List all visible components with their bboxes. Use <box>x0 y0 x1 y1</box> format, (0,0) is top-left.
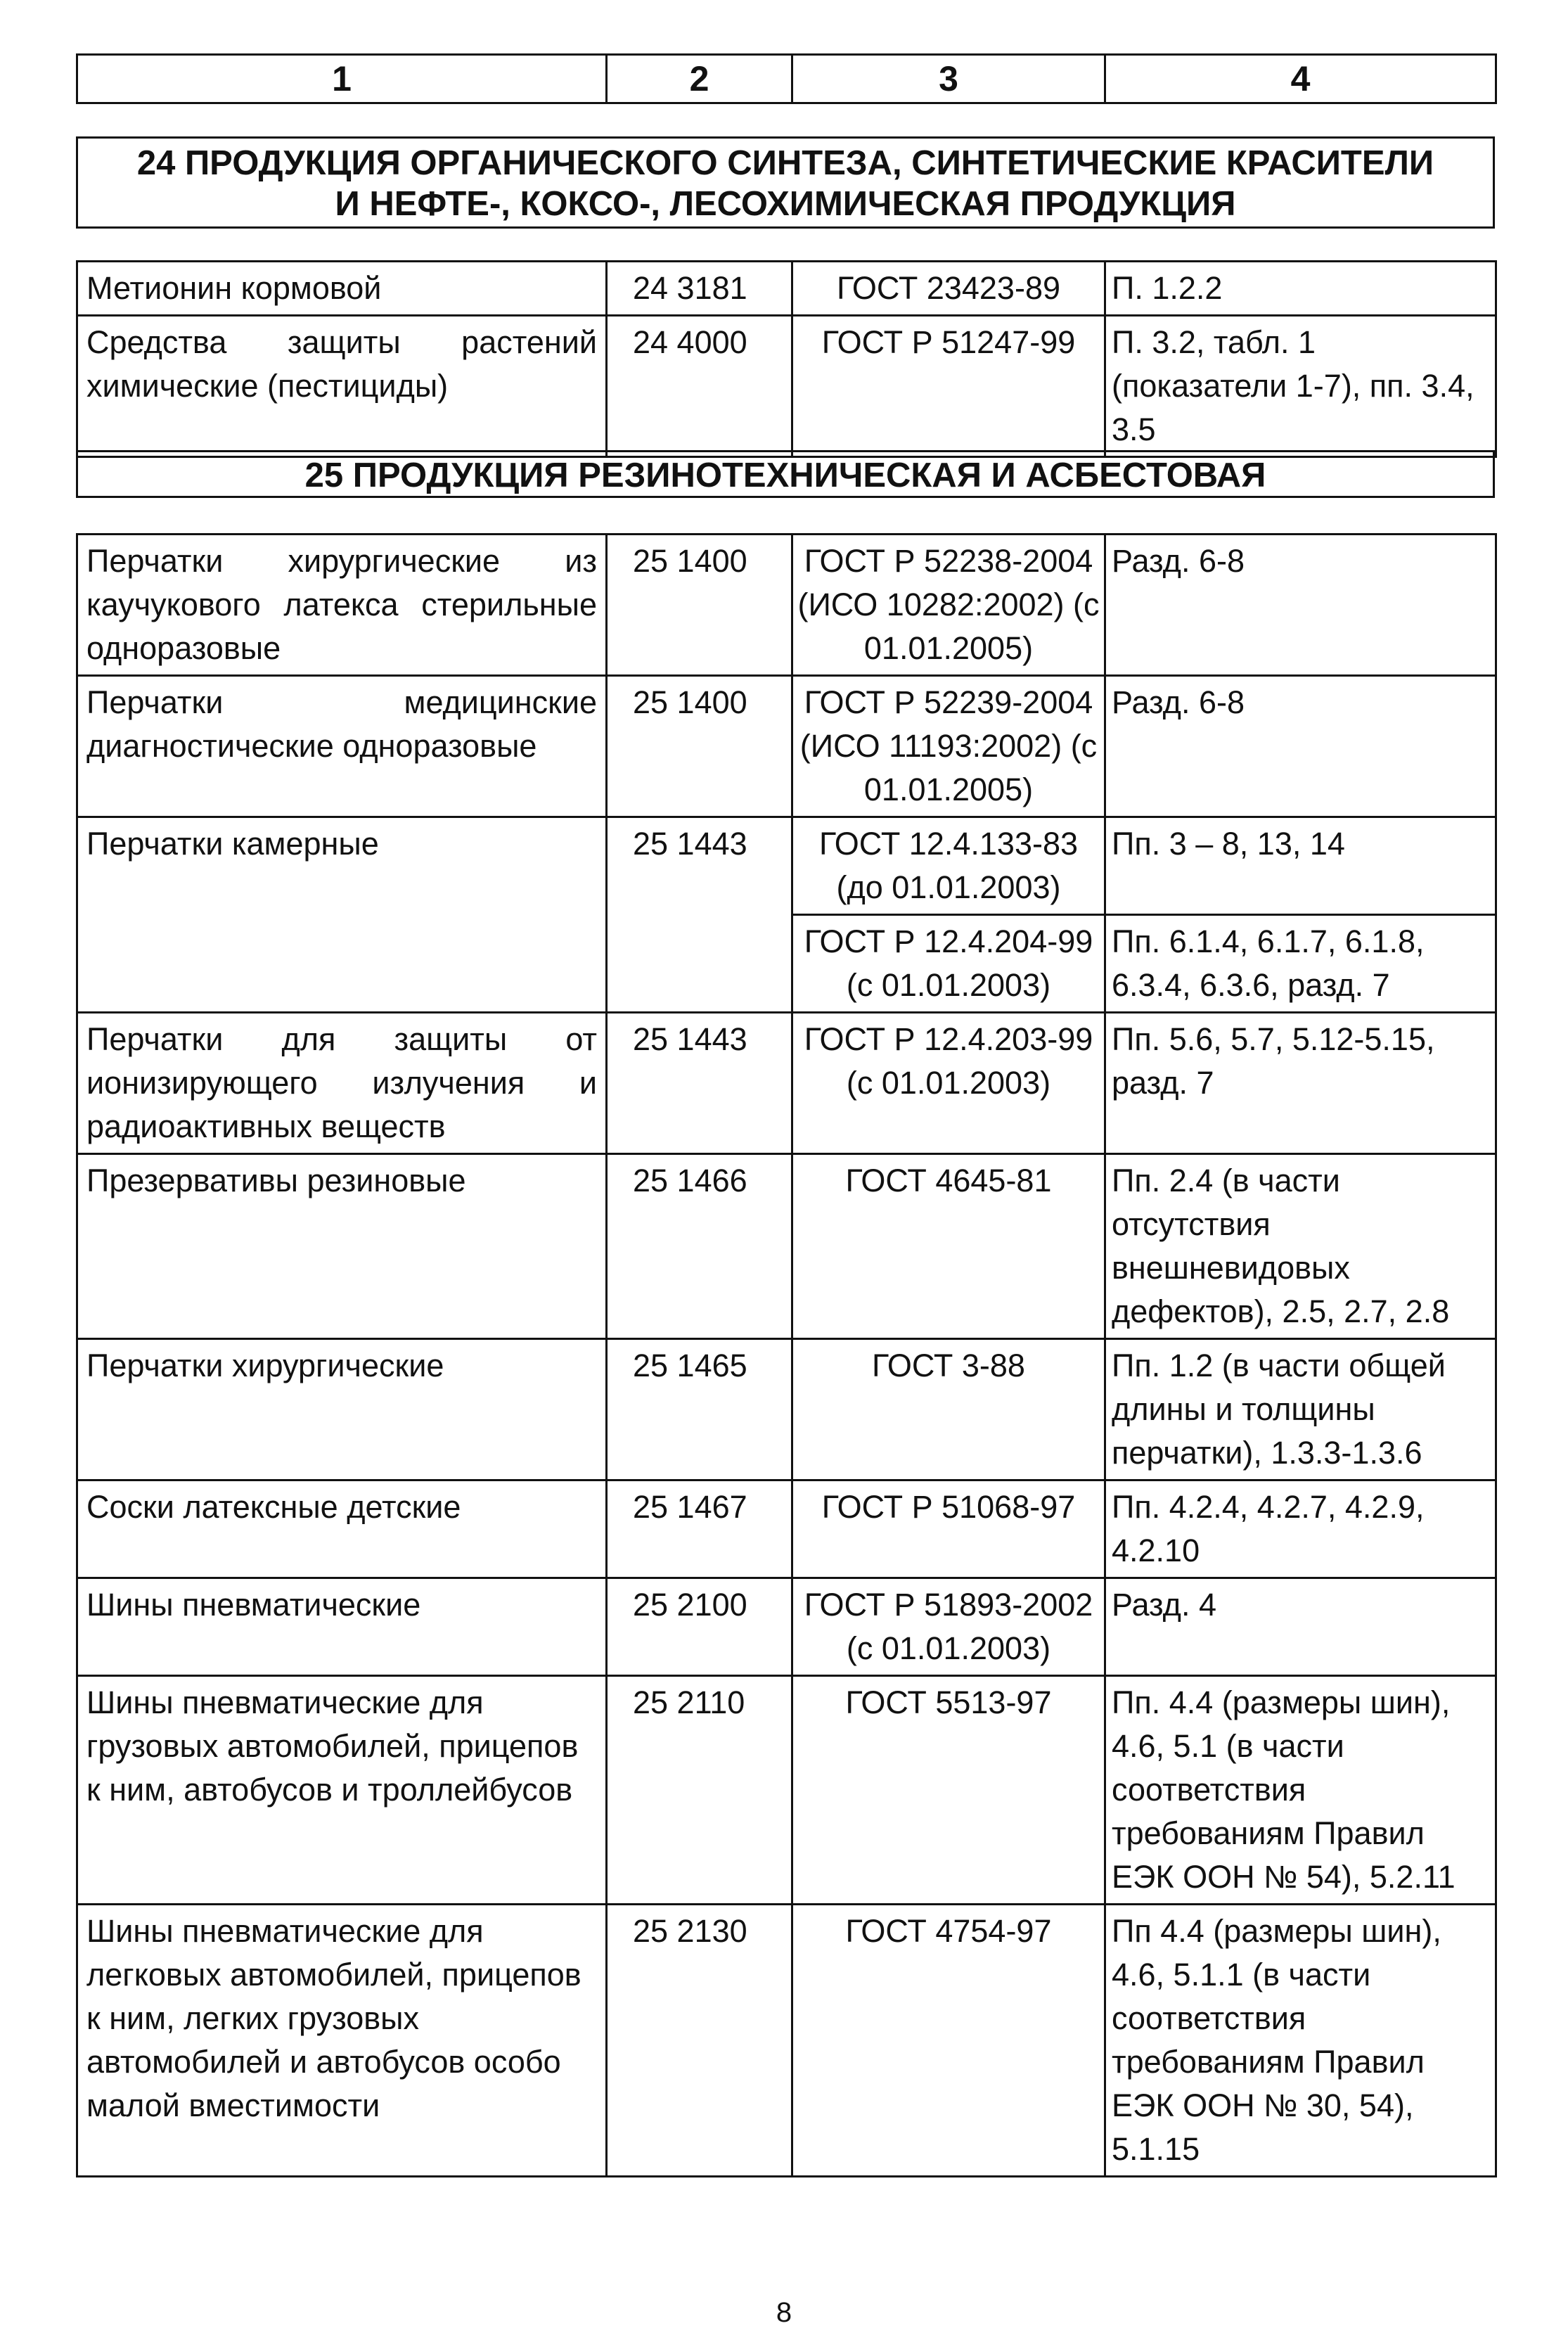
table-row <box>77 1905 1496 2177</box>
page-number: 8 <box>776 2297 792 2328</box>
clause-ref: Пп. 3 – 8, 13, 14 <box>1105 817 1496 915</box>
clause-ref: Пп. 5.6, 5.7, 5.12-5.15, разд. 7 <box>1105 1013 1496 1154</box>
table-row <box>77 316 1496 457</box>
product-code: 25 1465 <box>607 1339 792 1480</box>
column-number-4: 4 <box>1105 55 1496 103</box>
clause-ref: Разд. 6-8 <box>1105 535 1496 676</box>
product-code: 25 1466 <box>607 1154 792 1339</box>
section-24-title-line2: И НЕФТЕ-, КОКСО-, ЛЕСОХИМИЧЕСКАЯ ПРОДУКЦИЯ <box>335 185 1236 223</box>
section-25-heading <box>76 450 1495 498</box>
clause-ref: Пп. 1.2 (в части общей длины и толщины перчатки), 1.3.3-1.3.6 <box>1105 1339 1496 1480</box>
standard-ref: ГОСТ Р 51068-97 <box>792 1480 1105 1578</box>
clause-ref: Пп 4.4 (размеры шин), 4.6, 5.1.1 (в части соответствия требованиям Правил ЕЭК ООН № 30, 54), 5.1.15 <box>1105 1905 1496 2177</box>
product-code: 25 1400 <box>607 676 792 817</box>
standard-ref: ГОСТ 3-88 <box>792 1339 1105 1480</box>
column-header-table <box>76 53 1497 104</box>
standard-ref: ГОСТ 12.4.133-83 (до 01.01.2003) <box>792 817 1105 915</box>
section-24-title-line1: 24 ПРОДУКЦИЯ ОРГАНИЧЕСКОГО СИНТЕЗА, СИНТЕТИЧЕСКИЕ КРАСИТЕЛИ <box>136 144 1434 182</box>
product-name: Перчатки камерные <box>77 817 607 1013</box>
product-code: 25 1443 <box>607 1013 792 1154</box>
product-name: Шины пневматические для грузовых автомобилей, прицепов к ним, автобусов и троллейбусов <box>77 1676 607 1905</box>
product-name: Перчатки медицинские диагностические одноразовые <box>77 676 607 817</box>
product-name: Средства защиты растений химические (пестициды) <box>77 316 607 457</box>
table-row <box>77 1154 1496 1339</box>
standard-ref: ГОСТ 5513-97 <box>792 1676 1105 1905</box>
standard-ref: ГОСТ Р 52239-2004 (ИСО 11193:2002) (с 01.01.2005) <box>792 676 1105 817</box>
product-code: 24 4000 <box>607 316 792 457</box>
product-name: Метионин кормовой <box>77 262 607 316</box>
clause-ref: Пп. 4.4 (размеры шин), 4.6, 5.1 (в части соответствия требованиям Правил ЕЭК ООН № 54), 5.2.11 <box>1105 1676 1496 1905</box>
product-name: Перчатки хирургические <box>77 1339 607 1480</box>
clause-ref: Пп. 2.4 (в части отсутствия внешневидовых дефектов), 2.5, 2.7, 2.8 <box>1105 1154 1496 1339</box>
standard-ref: ГОСТ 4754-97 <box>792 1905 1105 2177</box>
clause-ref: П. 1.2.2 <box>1105 262 1496 316</box>
table-row <box>77 1480 1496 1578</box>
table-row <box>77 1339 1496 1480</box>
standard-ref: ГОСТ 23423-89 <box>792 262 1105 316</box>
clause-ref: Пп. 6.1.4, 6.1.7, 6.1.8, 6.3.4, 6.3.6, разд. 7 <box>1105 915 1496 1013</box>
product-name: Шины пневматические для легковых автомобилей, прицепов к ним, легких грузовых автомобилей и автобусов особо малой вместимости <box>77 1905 607 2177</box>
section-25-table <box>76 533 1497 2177</box>
section-25-title: 25 ПРОДУКЦИЯ РЕЗИНОТЕХНИЧЕСКАЯ И АСБЕСТОВАЯ <box>304 456 1266 494</box>
product-code: 25 1443 <box>607 817 792 1013</box>
table-row <box>77 1676 1496 1905</box>
standard-ref: ГОСТ Р 12.4.203-99 (с 01.01.2003) <box>792 1013 1105 1154</box>
column-number-3: 3 <box>792 55 1105 103</box>
clause-ref: Разд. 6-8 <box>1105 676 1496 817</box>
product-name: Перчатки хирургические из каучукового латекса стерильные одноразовые <box>77 535 607 676</box>
clause-ref: Разд. 4 <box>1105 1578 1496 1676</box>
standard-ref: ГОСТ Р 52238-2004 (ИСО 10282:2002) (с 01.01.2005) <box>792 535 1105 676</box>
product-name: Соски латексные детские <box>77 1480 607 1578</box>
section-24-table <box>76 260 1497 458</box>
table-row <box>77 535 1496 676</box>
product-code: 25 1400 <box>607 535 792 676</box>
table-row <box>77 1013 1496 1154</box>
column-number-1: 1 <box>77 55 607 103</box>
column-number-2: 2 <box>607 55 792 103</box>
standard-ref: ГОСТ Р 51247-99 <box>792 316 1105 457</box>
product-code: 25 2110 <box>607 1676 792 1905</box>
table-row <box>77 817 1496 915</box>
product-code: 24 3181 <box>607 262 792 316</box>
product-name: Презервативы резиновые <box>77 1154 607 1339</box>
product-name: Перчатки для защиты от ионизирующего излучения и радиоактивных веществ <box>77 1013 607 1154</box>
table-row <box>77 1578 1496 1676</box>
standard-ref: ГОСТ 4645-81 <box>792 1154 1105 1339</box>
product-code: 25 2130 <box>607 1905 792 2177</box>
product-code: 25 2100 <box>607 1578 792 1676</box>
product-name: Шины пневматические <box>77 1578 607 1676</box>
clause-ref: П. 3.2, табл. 1 (показатели 1-7), пп. 3.4, 3.5 <box>1105 316 1496 457</box>
table-row <box>77 676 1496 817</box>
standard-ref: ГОСТ Р 51893-2002 (с 01.01.2003) <box>792 1578 1105 1676</box>
product-code: 25 1467 <box>607 1480 792 1578</box>
clause-ref: Пп. 4.2.4, 4.2.7, 4.2.9, 4.2.10 <box>1105 1480 1496 1578</box>
standard-ref: ГОСТ Р 12.4.204-99 (с 01.01.2003) <box>792 915 1105 1013</box>
table-row <box>77 262 1496 316</box>
section-24-heading <box>76 136 1495 229</box>
